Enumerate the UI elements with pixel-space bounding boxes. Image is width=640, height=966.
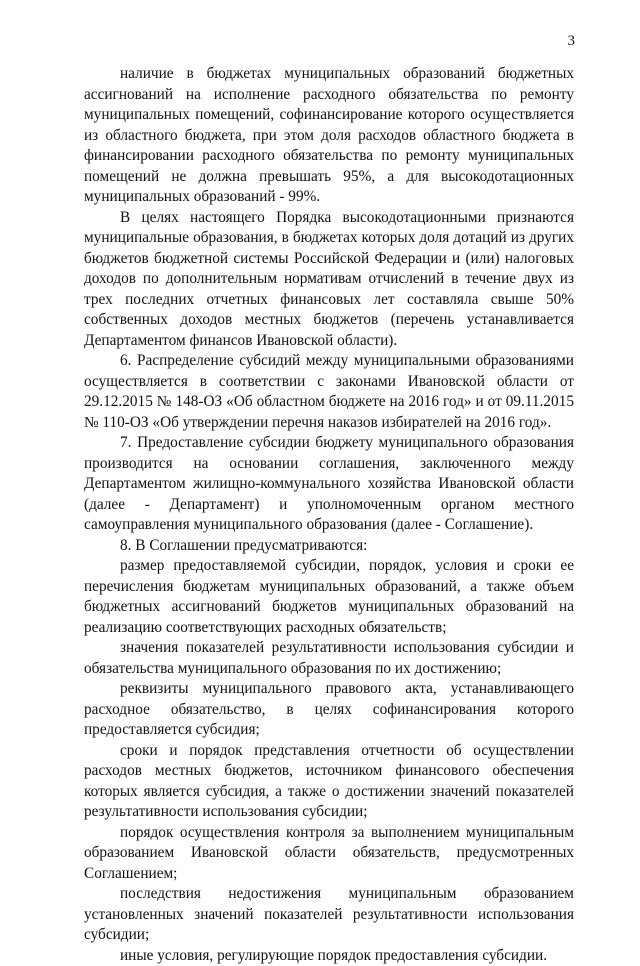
list-item-reporting-terms: сроки и порядок представления отчетности об осуществлении расходов местных бюджетов, источником финансового обеспечения которых является субсидия, а также о достижении значений показателей результативности использования субсидии;	[84, 741, 574, 823]
page-number: 3	[568, 33, 576, 50]
list-item-performance-indicators: значения показателей результативности использования субсидии и обязательства муниципального образования по их достижению;	[84, 638, 574, 679]
paragraph-high-subsidy-definition: В целях настоящего Порядка высокодотационными признаются муниципальные образования, в бюджетах которых доля дотаций из других бюджетов бюджетной системы Российской Федерации и (или) налоговых доходов по дополнительным нормативам отчислений в течение двух из трех последних отчетных финансовых лет составляла свыше 50% собственных доходов местных бюджетов (перечень устанавливается Департаментом финансов Ивановской области).	[84, 208, 574, 352]
paragraph-budget-allocations: наличие в бюджетах муниципальных образований бюджетных ассигнований на исполнение расходного обязательства по ремонту муниципальных помещений, софинансирование которого осуществляется из областного бюджета, при этом доля расходов областного бюджета в финансировании расходного обязательства по ремонту муниципальных помещений не должна превышать 95%, а для высокодотационных муниципальных образований - 99%.	[84, 64, 574, 208]
list-item-control-procedure: порядок осуществления контроля за выполнением муниципальным образованием Ивановской области обязательств, предусмотренных Соглашением;	[84, 823, 574, 885]
list-item-legal-act-details: реквизиты муниципального правового акта, устанавливающего расходное обязательство, в целях софинансирования которого предоставляется субсидия;	[84, 679, 574, 741]
paragraph-item-6-distribution: 6. Распределение субсидий между муниципальными образованиями осуществляется в соответствии с законами Ивановской области от 29.12.2015 № 148-ОЗ «Об областном бюджете на 2016 год» и от 09.11.2015 № 110-ОЗ «Об утверждении перечня наказов избирателей на 2016 год».	[84, 351, 574, 433]
list-item-subsidy-amount: размер предоставляемой субсидии, порядок, условия и сроки ее перечисления бюджетам муниципальных образований, а также объем бюджетных ассигнований бюджетов муниципальных образований на реализацию соответствующих расходных обязательств;	[84, 556, 574, 638]
paragraph-item-8-heading: 8. В Соглашении предусматриваются:	[84, 536, 574, 557]
document-body	[84, 64, 574, 966]
list-item-other-conditions: иные условия, регулирующие порядок предоставления субсидии.	[84, 946, 574, 966]
list-item-consequences: последствия недостижения муниципальным образованием установленных значений показателей результативности использования субсидии;	[84, 884, 574, 946]
paragraph-item-7-agreement: 7. Предоставление субсидии бюджету муниципального образования производится на основании соглашения, заключенного между Департаментом жилищно-коммунального хозяйства Ивановской области (далее - Департамент) и уполномоченным органом местного самоуправления муниципального образования (далее - Соглашение).	[84, 433, 574, 536]
